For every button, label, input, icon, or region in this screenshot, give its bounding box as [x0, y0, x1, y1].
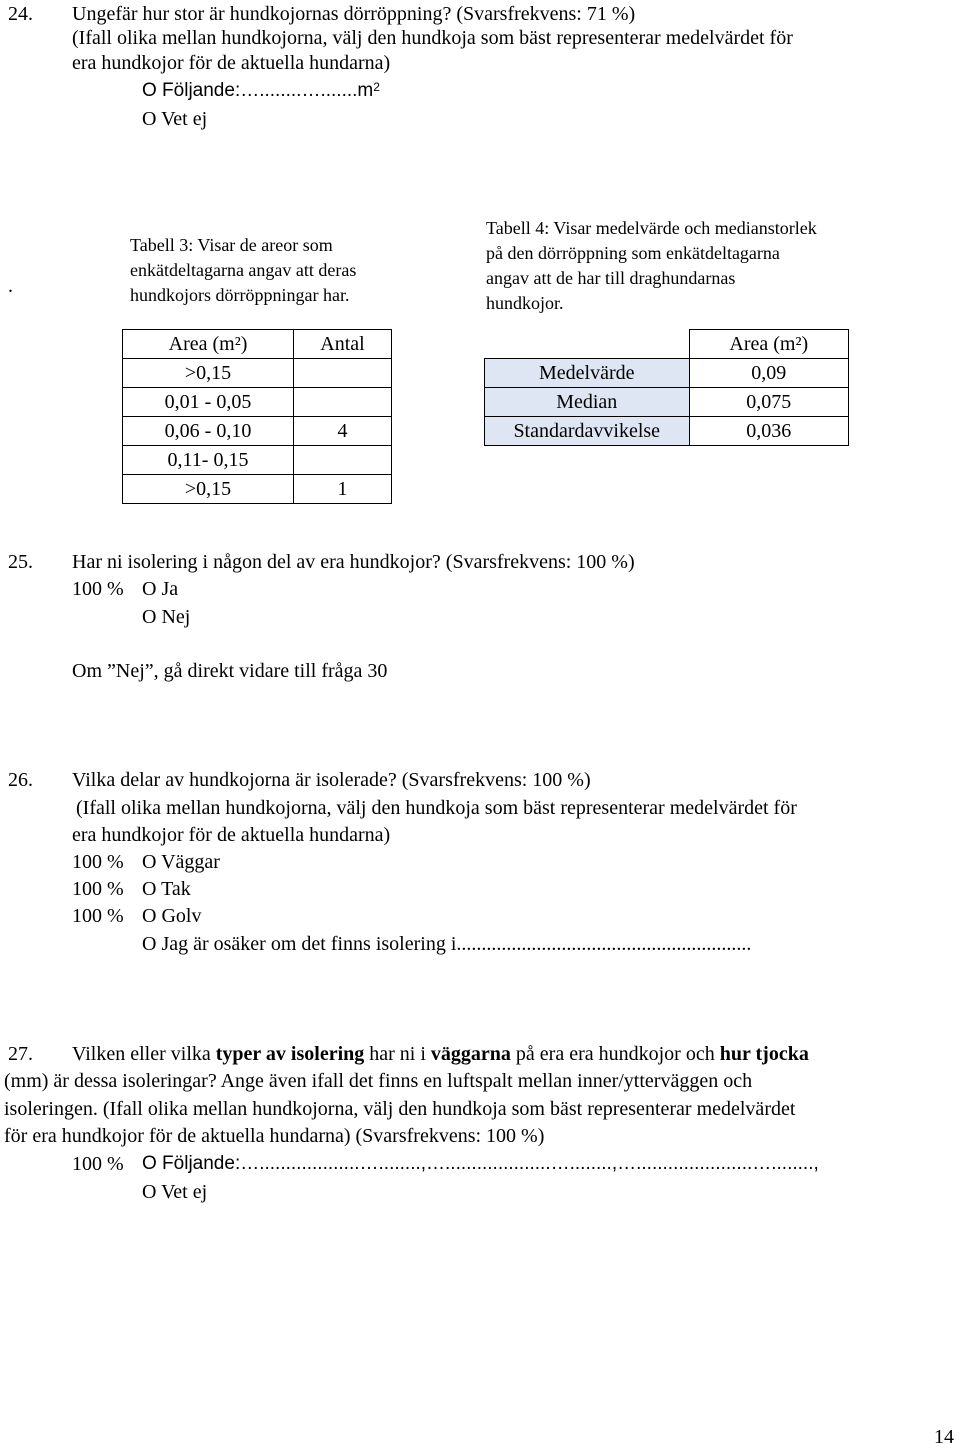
table4-row-label: Standardavvikelse: [485, 417, 690, 446]
table-cell: [294, 446, 392, 475]
table-cell: >0,15: [123, 359, 294, 388]
stray-dot: .: [8, 275, 13, 297]
q27-option-dont-know[interactable]: O Vet ej: [142, 1181, 208, 1203]
q27-text: på era era hundkojor och: [510, 1043, 720, 1065]
table-row: [123, 446, 392, 475]
table-row: [485, 330, 849, 359]
q26-question: Vilka delar av hundkojorna är isolerade? (Svarsfrekvens: 100 %): [72, 769, 591, 791]
q26-number: 26.: [8, 769, 33, 791]
table3-header-count: Antal: [294, 330, 392, 359]
q26-instruction-1: (Ifall olika mellan hundkojorna, välj den hundkoja som bäst representerar medelvärdet för: [76, 797, 797, 819]
q26-option-roof-percent: 100 %: [72, 878, 124, 900]
q24-instruction-1: (Ifall olika mellan hundkojorna, välj den hundkoja som bäst representerar medelvärdet för: [72, 27, 793, 49]
table-cell: 0,06 - 0,10: [123, 417, 294, 446]
table-cell: 0,036: [689, 417, 849, 446]
table3-caption-line-1: Tabell 3: Visar de areor som: [130, 235, 333, 255]
q27-question-line-4: för era hundkojor för de aktuella hundarna) (Svarsfrekvens: 100 %): [4, 1125, 545, 1147]
q27-question-line-3: isoleringen. (Ifall olika mellan hundkojorna, välj den hundkoja som bäst representerar medelvärdet: [4, 1098, 796, 1120]
table-row: [123, 417, 392, 446]
q25-option-yes[interactable]: O Ja: [142, 578, 179, 600]
q26-instruction-2: era hundkojor för de aktuella hundarna): [72, 824, 391, 846]
page-number: 14: [934, 1426, 954, 1448]
q24-number: 24.: [8, 3, 33, 25]
q27-text: har ni i: [364, 1043, 431, 1065]
q25-number: 25.: [8, 551, 33, 573]
table-row: [123, 475, 392, 504]
q26-option-roof[interactable]: O Tak: [142, 878, 191, 900]
q25-option-yes-percent: 100 %: [72, 578, 124, 600]
q26-option-walls-percent: 100 %: [72, 851, 124, 873]
table3-caption-line-3: hundkojors dörröppningar har.: [130, 285, 350, 305]
table-row: [485, 388, 849, 417]
q27-emphasis: hur tjocka: [719, 1043, 809, 1065]
table-row: [485, 417, 849, 446]
table4-row-label: Median: [485, 388, 690, 417]
q27-option-following[interactable]: O Följande:…...................…........,…....................…........,…......................…........,: [142, 1153, 819, 1174]
table-cell: >0,15: [123, 475, 294, 504]
table4-caption-line-4: hundkojor.: [486, 293, 564, 313]
table3-header-area: Area (m²): [123, 330, 294, 359]
q26-option-walls[interactable]: O Väggar: [142, 851, 220, 873]
q24-instruction-2: era hundkojor för de aktuella hundarna): [72, 52, 391, 74]
table4-caption-line-2: på den dörröppning som enkätdeltagarna: [486, 243, 780, 263]
table4-caption-line-1: Tabell 4: Visar medelvärde och medianstorlek: [486, 218, 817, 238]
q27-emphasis: typer av isolering: [215, 1043, 365, 1065]
table-cell: 0,01 - 0,05: [123, 388, 294, 417]
table-cell: 1: [294, 475, 392, 504]
table4-row-label: Medelvärde: [485, 359, 690, 388]
q24-question: Ungefär hur stor är hundkojornas dörröppning? (Svarsfrekvens: 71 %): [72, 3, 636, 25]
q26-option-unsure[interactable]: O Jag är osäker om det finns isolering i...........................................................: [142, 933, 752, 955]
table-cell: [294, 359, 392, 388]
table4-caption-line-3: angav att de har till draghundarnas: [486, 268, 736, 288]
table-cell: 0,09: [689, 359, 849, 388]
table-row: [123, 388, 392, 417]
q25-note: Om ”Nej”, gå direkt vidare till fråga 30: [72, 660, 388, 682]
table-cell: 4: [294, 417, 392, 446]
table3-caption-line-2: enkätdeltagarna angav att deras: [130, 260, 357, 280]
table-cell: [294, 388, 392, 417]
table-row: [485, 359, 849, 388]
q26-option-floor[interactable]: O Golv: [142, 905, 202, 927]
q27-emphasis: väggarna: [430, 1043, 511, 1065]
table-cell: 0,075: [689, 388, 849, 417]
q24-option-dont-know[interactable]: O Vet ej: [142, 108, 208, 130]
table-cell: 0,11- 0,15: [123, 446, 294, 475]
q25-question: Har ni isolering i någon del av era hundkojor? (Svarsfrekvens: 100 %): [72, 551, 635, 573]
q24-option-following[interactable]: [142, 79, 380, 103]
q24-option-following-label: O Följande:…........….......m: [142, 80, 374, 101]
q27-text: Vilken eller vilka: [72, 1043, 216, 1065]
table4: [484, 329, 849, 446]
q24-option-following-sup: 2: [373, 80, 380, 94]
q27-question-line-2: (mm) är dessa isoleringar? Ange även ifall det finns en luftspalt mellan inner/ytterväggen och: [4, 1070, 753, 1092]
table3: [122, 329, 392, 504]
table4-corner-cell: [485, 330, 690, 359]
table-row: [123, 330, 392, 359]
q27-number: 27.: [8, 1043, 33, 1065]
q27-option-following-percent: 100 %: [72, 1153, 124, 1175]
q25-option-no[interactable]: O Nej: [142, 606, 191, 628]
q26-option-floor-percent: 100 %: [72, 905, 124, 927]
table4-header-area: Area (m²): [689, 330, 849, 359]
q27-question-line-1: [72, 1042, 809, 1066]
table-row: [123, 359, 392, 388]
